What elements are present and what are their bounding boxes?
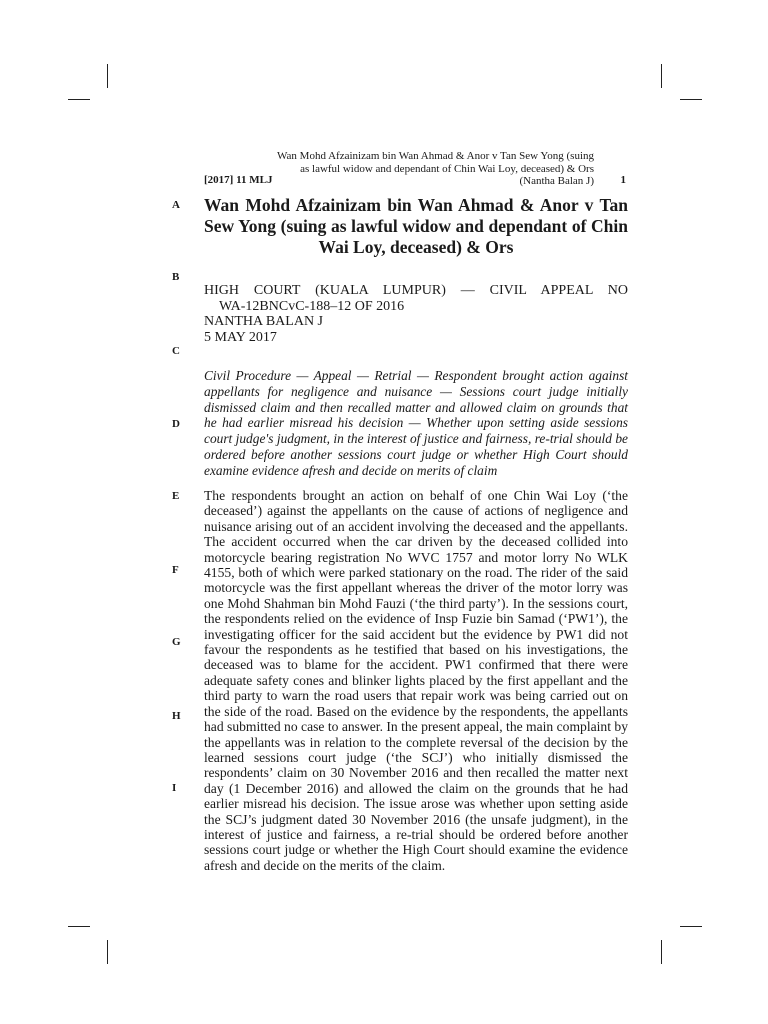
margin-letter-f: F: [172, 564, 179, 576]
crop-mark-top-right-h: [680, 99, 702, 100]
margin-letter-i: I: [172, 782, 177, 794]
crop-mark-bottom-left-v: [107, 940, 108, 964]
crop-mark-bottom-left-h: [68, 926, 90, 927]
case-metadata: [204, 283, 628, 345]
page-number: 1: [620, 174, 626, 186]
crop-mark-top-right-v: [661, 64, 662, 88]
case-title: Wan Mohd Afzainizam bin Wan Ahmad & Anor v Tan Sew Yong (suing as lawful widow and dependant of Chin Wai Loy, deceased) & Ors: [204, 195, 628, 257]
margin-letter-c: C: [172, 345, 180, 357]
catchwords: Civil Procedure — Appeal — Retrial — Respondent brought action against appellants for negligence and nuisance — Sessions court judge initially dismissed claim and then recalled matter and allowed claim on grounds that he had earlier misread his decision — Whether upon setting aside sessions court judge's judgment, in the interest of justice and fairness, re-trial should be ordered before another sessions court judge or whether High Court should examine evidence afresh and decide on merits of claim: [204, 368, 628, 478]
decision-date: 5 MAY 2017: [204, 329, 277, 345]
headnote-paragraph: The respondents brought an action on behalf of one Chin Wai Loy (‘the deceased’) against the appellants on the cause of actions of negligence and nuisance arising out of an accident involving the deceased and the appellants. The accident occurred when the car driven by the deceased collided into motorcycle bearing registration No WVC 1757 and motor lorry No WLK 4155, both of which were parked stationary on the road. The rider of the said motorcycle was the first appellant whereas the driver of the motor lorry was one Mohd Shahman bin Mohd Fauzi (‘the third party’). In the sessions court, the respondents relied on the evidence of Insp Fuzie bin Samad (‘PW1’), the investigating officer for the said accident but the evidence by PW1 did not favour the respondents as he testified that based on his investigations, the deceased was to blame for the accident. PW1 confirmed that there were adequate safety cones and blinker lights placed by the first appellant and the third party to warn the road users that repair work was being carried out on the side of the road. Based on the evidence by the respondents, the appellants had submitted no case to answer. In the present appeal, the main complaint by the appellants was in relation to the complete reversal of the decision by the learned sessions court judge (‘the SCJ’) who initially dismissed the respondents’ claim on 30 November 2016 and then recalled the matter next day (1 December 2016) and allowed the claim on the grounds that he had earlier misread his decision. The issue arose was whether upon setting aside the SCJ’s judgment dated 30 November 2016 (the unsafe judgment), in the interest of justice and fairness, a re-trial should be ordered before another sessions court judge or whether the High Court should examine the evidence afresh and decide on the merits of the claim.: [204, 488, 628, 873]
crop-mark-bottom-right-h: [680, 926, 702, 927]
crop-mark-top-left-h: [68, 99, 90, 100]
margin-letter-e: E: [172, 490, 180, 502]
running-head-case-name: Wan Mohd Afzainizam bin Wan Ahmad & Anor v Tan Sew Yong (suing as lawful widow and dependant of Chin Wai Loy, deceased) & Ors (Nantha Balan J): [277, 150, 594, 187]
citation: [2017] 11 MLJ: [204, 174, 273, 186]
margin-letter-b: B: [172, 271, 180, 283]
crop-mark-bottom-right-v: [661, 940, 662, 964]
court-line: HIGH COURT (KUALA LUMPUR) — CIVIL APPEAL NO: [204, 283, 628, 298]
margin-letter-a: A: [172, 199, 180, 211]
crop-mark-top-left-v: [107, 64, 108, 88]
margin-letter-d: D: [172, 418, 180, 430]
margin-letter-h: H: [172, 710, 181, 722]
margin-letter-g: G: [172, 636, 181, 648]
judge-name: NANTHA BALAN J: [204, 314, 323, 329]
appeal-number: WA-12BNCvC-188–12 OF 2016: [219, 298, 405, 314]
